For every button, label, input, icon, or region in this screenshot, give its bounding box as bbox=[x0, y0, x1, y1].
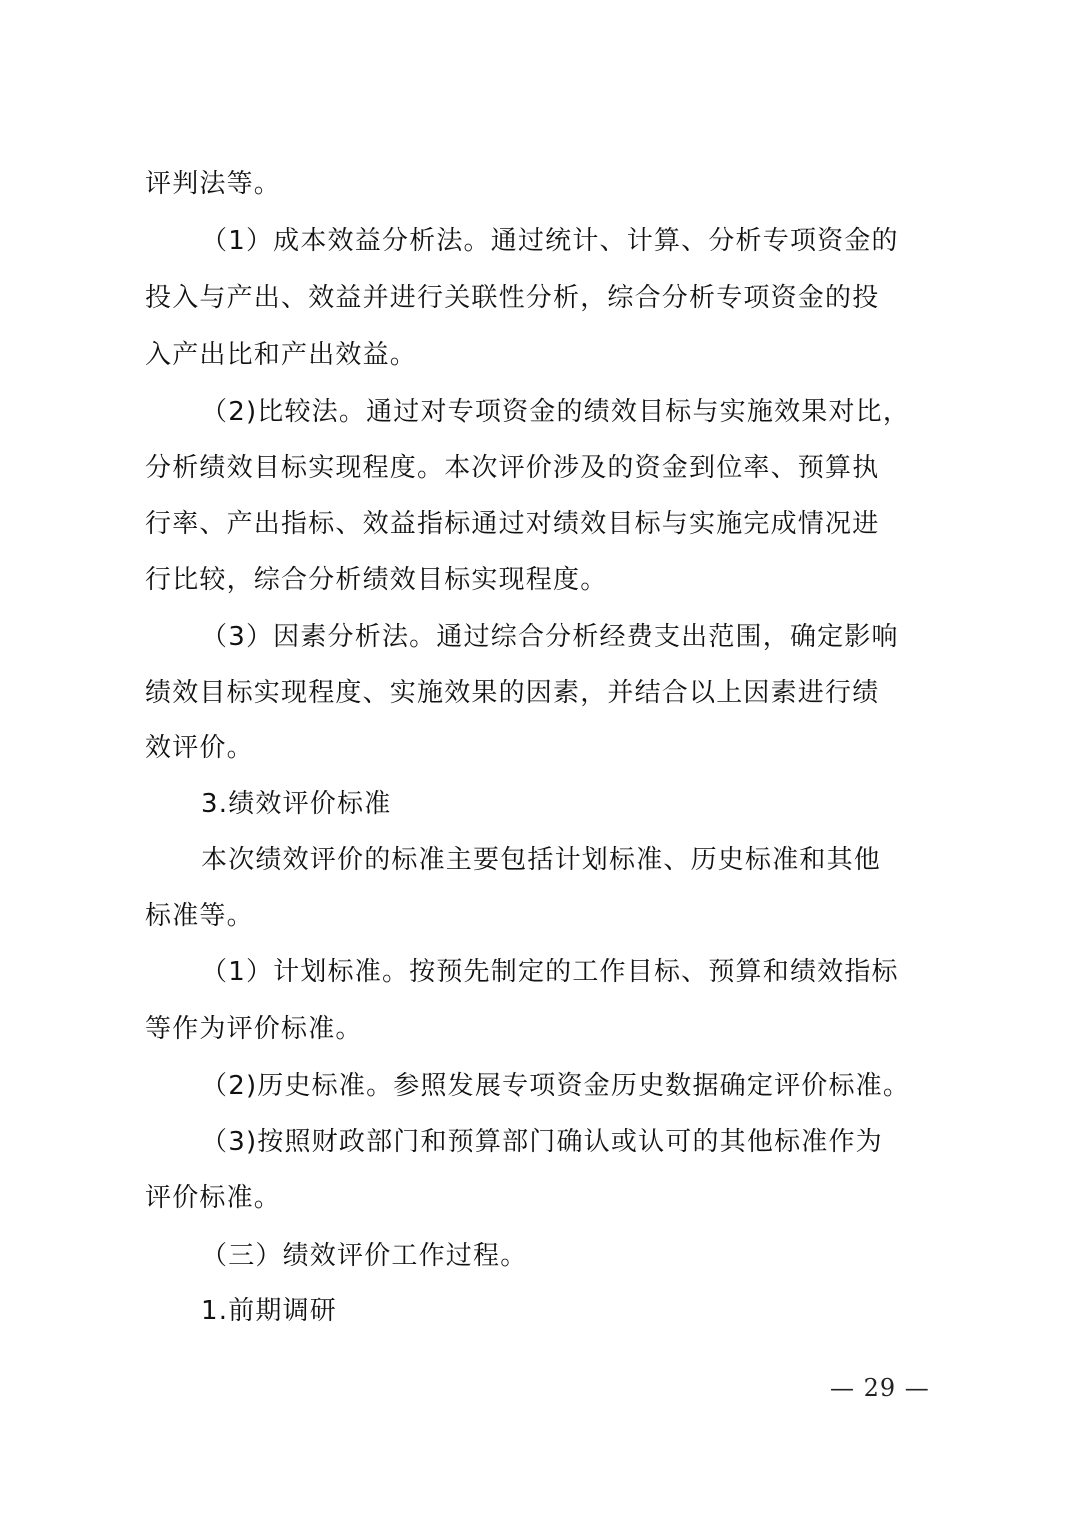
section-heading: （三）绩效评价工作过程。 bbox=[201, 1241, 528, 1271]
text-line: 分析绩效目标实现程度。本次评价涉及的资金到位率、预算执 bbox=[145, 453, 880, 483]
text-line: 投入与产出、效益并进行关联性分析，综合分析专项资金的投 bbox=[145, 283, 880, 313]
text-line: （1）计划标准。按预先制定的工作目标、预算和绩效指标 bbox=[201, 957, 899, 987]
text-line: 绩效目标实现程度、实施效果的因素，并结合以上因素进行绩 bbox=[145, 678, 880, 708]
text-line: 入产出比和产出效益。 bbox=[145, 340, 418, 370]
text-line: 行比较，综合分析绩效目标实现程度。 bbox=[145, 565, 608, 595]
text-line: 效评价。 bbox=[145, 733, 254, 763]
text-line: 行率、产出指标、效益指标通过对绩效目标与实施完成情况进 bbox=[145, 509, 880, 539]
text-line: （2)比较法。通过对专项资金的绩效目标与实施效果对比， bbox=[201, 397, 911, 427]
text-line: 评价标准。 bbox=[145, 1183, 282, 1213]
text-line: 本次绩效评价的标准主要包括计划标准、历史标准和其他 bbox=[201, 845, 882, 875]
text-line: 等作为评价标准。 bbox=[145, 1014, 363, 1044]
text-line: 标准等。 bbox=[145, 901, 254, 931]
text-line: （3）因素分析法。通过综合分析经费支出范围，确定影响 bbox=[201, 622, 899, 652]
text-line: （1）成本效益分析法。通过统计、计算、分析专项资金的 bbox=[201, 226, 899, 256]
text-line: （3)按照财政部门和预算部门确认或认可的其他标准作为 bbox=[201, 1127, 883, 1157]
text-line: 评判法等。 bbox=[145, 169, 282, 199]
text-line: （2)历史标准。参照发展专项资金历史数据确定评价标准。 bbox=[201, 1071, 911, 1101]
subsection-heading: 1.前期调研 bbox=[201, 1296, 338, 1326]
page-number: — 29 — bbox=[830, 1374, 930, 1402]
section-heading: 3.绩效评价标准 bbox=[201, 789, 392, 819]
